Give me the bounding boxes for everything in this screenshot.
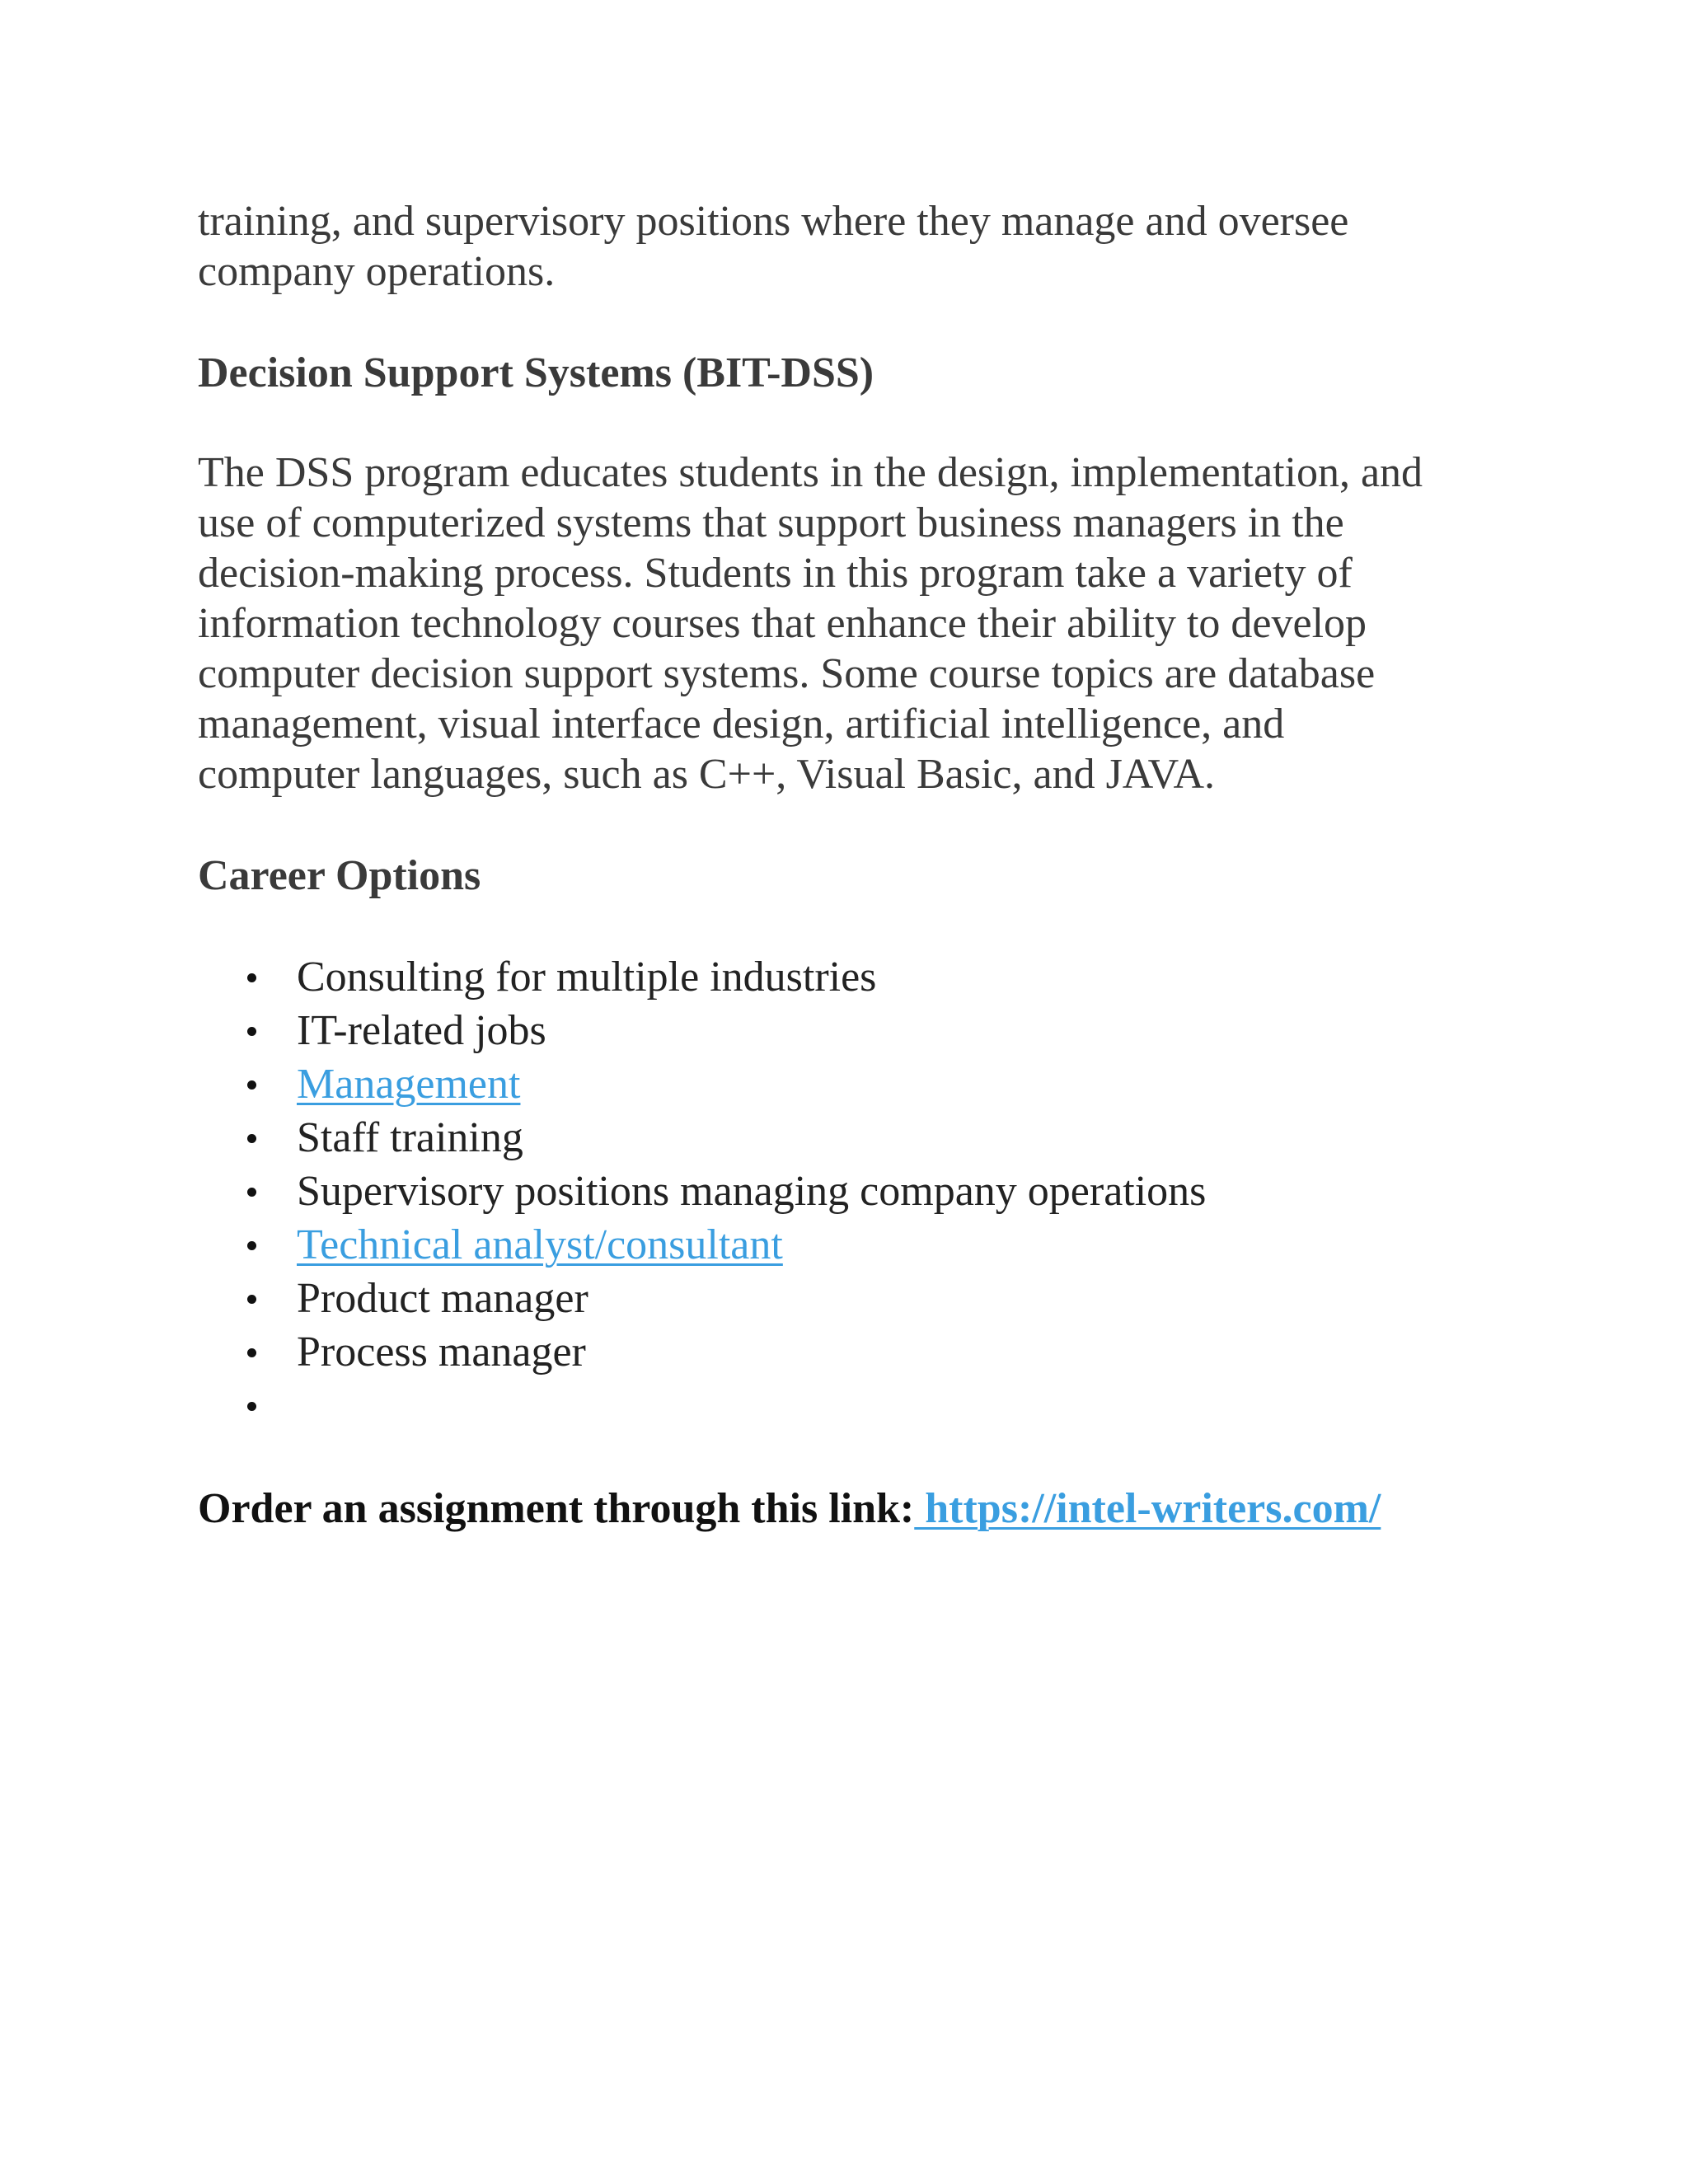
description-line: management, visual interface design, artificial intelligence, and [198,701,1285,748]
order-prefix: Order an assignment through this link: [198,1485,915,1532]
description-line: The DSS program educates students in the design, implementation, and [198,449,1423,496]
order-link[interactable]: https://intel-writers.com/ [914,1485,1381,1532]
description-line: computer decision support systems. Some course topics are database [198,650,1376,697]
list-item [198,1111,1500,1165]
list-item-label: Product manager [297,1275,588,1322]
management-link[interactable]: Management [297,1061,521,1108]
list-item-label: Consulting for multiple industries [297,954,877,1001]
bullet-icon [247,1295,256,1304]
list-item-label: Staff training [297,1114,523,1161]
bullet-icon [247,1188,256,1197]
list-item [198,1004,1500,1057]
bullet-icon [247,1348,256,1357]
document-page [198,196,1500,1534]
order-line [198,1483,1500,1534]
bullet-icon [247,1402,256,1411]
list-item [198,1165,1500,1218]
bullet-icon [247,1241,256,1250]
bullet-icon [247,1134,256,1143]
technical-analyst-link[interactable]: Technical analyst/consultant [297,1221,783,1268]
description-line: information technology courses that enhance their ability to develop [198,600,1367,647]
list-item [198,1057,1500,1111]
bullet-icon [247,1027,256,1036]
list-item-label: IT-related jobs [297,1007,546,1054]
list-item [198,1325,1500,1379]
list-item [198,950,1500,1004]
list-item-label: Process manager [297,1329,586,1376]
description-line: decision-making process. Students in this program take a variety of [198,550,1353,597]
list-item [198,1218,1500,1272]
description-line: use of computerized systems that support business managers in the [198,499,1344,546]
dss-description [198,448,1500,799]
bullet-icon [247,973,256,982]
bullet-icon [247,1080,256,1090]
section-heading-dss: Decision Support Systems (BIT-DSS) [198,349,874,396]
intro-line: company operations. [198,248,556,295]
section-heading-career: Career Options [198,852,481,899]
list-item-empty [198,1379,1500,1432]
intro-paragraph [198,196,1500,297]
list-item [198,1272,1500,1325]
list-item-label: Supervisory positions managing company operations [297,1168,1207,1215]
intro-line: training, and supervisory positions where they manage and oversee [198,198,1349,245]
description-line: computer languages, such as C++, Visual Basic, and JAVA. [198,751,1216,798]
career-options-list [198,950,1500,1432]
